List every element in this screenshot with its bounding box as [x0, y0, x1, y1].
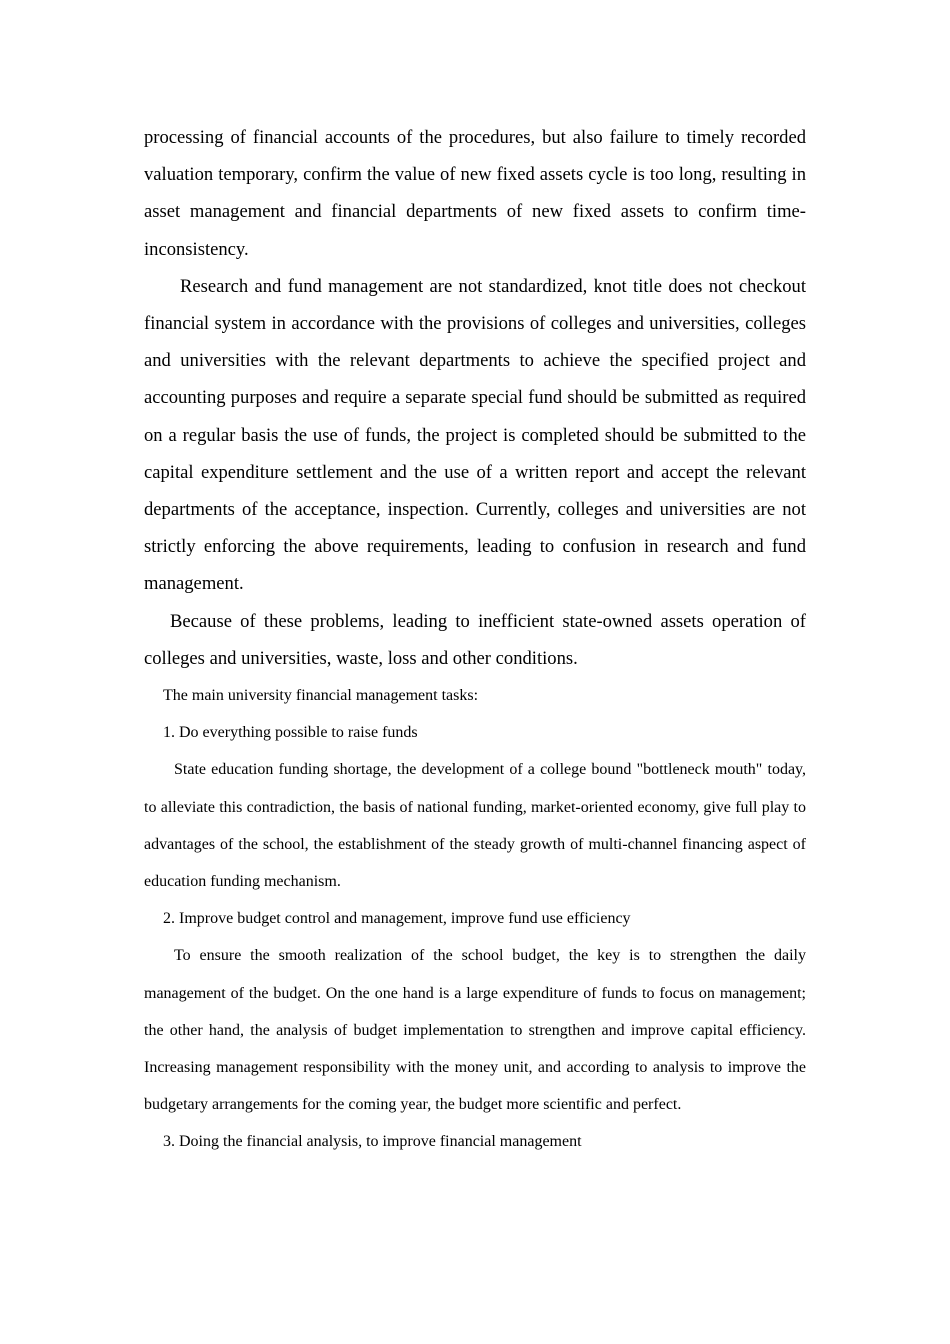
- task-3-heading: 3. Doing the financial analysis, to improve financial management: [163, 1133, 582, 1151]
- paragraph-research-fund: Research and fund management are not standardized, knot title does not checkout financial system in accordance with the provisions of colleges and universities, colleges and universities with the relevant departments to achieve the specified project and accounting purposes and require a separate special fund should be submitted as required on a regular basis the use of funds, the project is completed should be submitted to the capital expenditure settlement and the use of a written report and accept the relevant departments of the acceptance, inspection. Currently, colleges and universities are not strictly enforcing the above requirements, leading to confusion in research and fund management.: [144, 275, 806, 595]
- task-2-body: To ensure the smooth realization of the school budget, the key is to strengthen the daily management of the budget. On the one hand is a large expenditure of funds to focus on management; the other hand, the analysis of budget implementation to strengthen and improve capital efficiency. Increasing management responsibility with the money unit, and according to analysis to improve the budgetary arrangements for the coming year, the budget more scientific and perfect.: [144, 947, 806, 1114]
- paragraph-fixed-assets: processing of financial accounts of the procedures, but also failure to timely recorded valuation temporary, confirm the value of new fixed assets cycle is too long, resulting in asset management and financial departments of new fixed assets to confirm time-inconsistency.: [144, 127, 806, 260]
- paragraph-problems: Because of these problems, leading to inefficient state-owned assets operation of colleges and universities, waste, loss and other conditions.: [144, 610, 806, 669]
- tasks-heading: The main university financial management tasks:: [163, 687, 479, 705]
- task-2-heading: 2. Improve budget control and management, improve fund use efficiency: [163, 910, 631, 928]
- task-1-heading: 1. Do everything possible to raise funds: [163, 724, 418, 742]
- document-page: [144, 119, 806, 1161]
- task-1-body: State education funding shortage, the development of a college bound "bottleneck mouth" today, to alleviate this contradiction, the basis of national funding, market-oriented economy, give full play to advantages of the school, the establishment of the steady growth of multi-channel financing aspect of education funding mechanism.: [144, 761, 806, 891]
